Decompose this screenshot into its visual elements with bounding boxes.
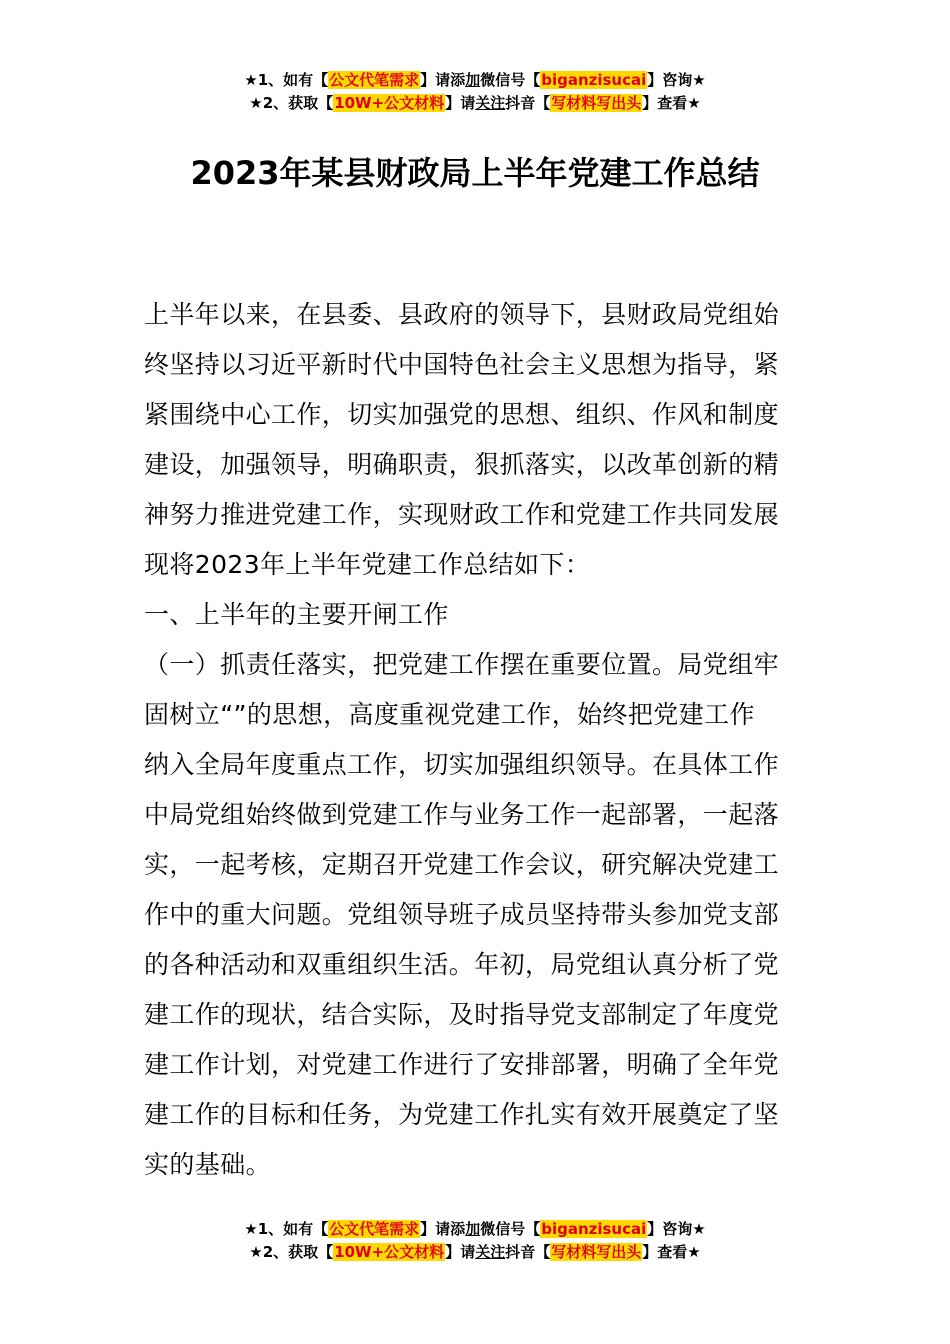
banner-line-2: ★2、获取【10W+公文材料】请关注抖音【写材料写出头】查看★ — [249, 1243, 701, 1261]
document-body — [144, 290, 812, 1190]
text-line: 紧围绕中心工作，切实加强党的思想、组织、作风和制度 — [144, 400, 780, 429]
text-line: 现将2023年上半年党建工作总结如下： — [144, 550, 591, 579]
text-line: 纳入全局年度重点工作，切实加强组织领导。在具体工作 — [144, 750, 780, 779]
text-line: 作中的重大问题。党组领导班子成员坚持带头参加党支部 — [144, 900, 780, 929]
highlight-service: 公文代笔需求 — [329, 71, 420, 89]
text-line: （一）抓责任落实，把党建工作摆在重要位置。局党组牢 — [144, 650, 780, 679]
text-line: 建工作的目标和任务，为党建工作扎实有效开展奠定了坚 — [144, 1100, 780, 1129]
header-banner — [0, 69, 950, 115]
banner-line-1: ★1、如有【公文代笔需求】请添加微信号【biganzisucai】咨询★ — [244, 1220, 706, 1238]
highlight-service: 公文代笔需求 — [329, 1220, 420, 1238]
text-line: 上半年以来，在县委、县政府的领导下，县财政局党组始 — [144, 300, 780, 329]
document-title: 2023年某县财政局上半年党建工作总结 — [190, 154, 760, 192]
banner-line-1: ★1、如有【公文代笔需求】请添加微信号【biganzisucai】咨询★ — [244, 71, 706, 89]
banner-line-2: ★2、获取【10W+公文材料】请关注抖音【写材料写出头】查看★ — [249, 94, 701, 112]
highlight-douyin: 写材料写出头 — [551, 1243, 642, 1261]
text-line: 建设，加强领导，明确职责，狠抓落实，以改革创新的精 — [144, 450, 780, 479]
highlight-materials: 10W+公文材料 — [334, 94, 445, 112]
footer-banner — [0, 1218, 950, 1264]
text-line: 神努力推进党建工作，实现财政工作和党建工作共同发展 — [144, 500, 780, 529]
text-line: 建工作计划，对党建工作进行了安排部署，明确了全年党 — [144, 1050, 780, 1079]
text-line: 实，一起考核，定期召开党建工作会议，研究解决党建工 — [144, 850, 780, 879]
highlight-wechat-id: biganzisucai — [541, 1220, 647, 1238]
text-line: 中局党组始终做到党建工作与业务工作一起部署，一起落 — [144, 800, 780, 829]
highlight-douyin: 写材料写出头 — [551, 94, 642, 112]
section-heading: 一、上半年的主要开闸工作 — [144, 600, 449, 629]
text-line: 实的基础。 — [144, 1150, 272, 1179]
text-line: 固树立“”的思想，高度重视党建工作，始终把党建工作 — [144, 700, 755, 729]
text-line: 终坚持以习近平新时代中国特色社会主义思想为指导，紧 — [144, 350, 780, 379]
highlight-materials: 10W+公文材料 — [334, 1243, 445, 1261]
highlight-wechat-id: biganzisucai — [541, 71, 647, 89]
text-line: 的各种活动和双重组织生活。年初，局党组认真分析了党 — [144, 950, 780, 979]
text-line: 建工作的现状，结合实际，及时指导党支部制定了年度党 — [144, 1000, 780, 1029]
